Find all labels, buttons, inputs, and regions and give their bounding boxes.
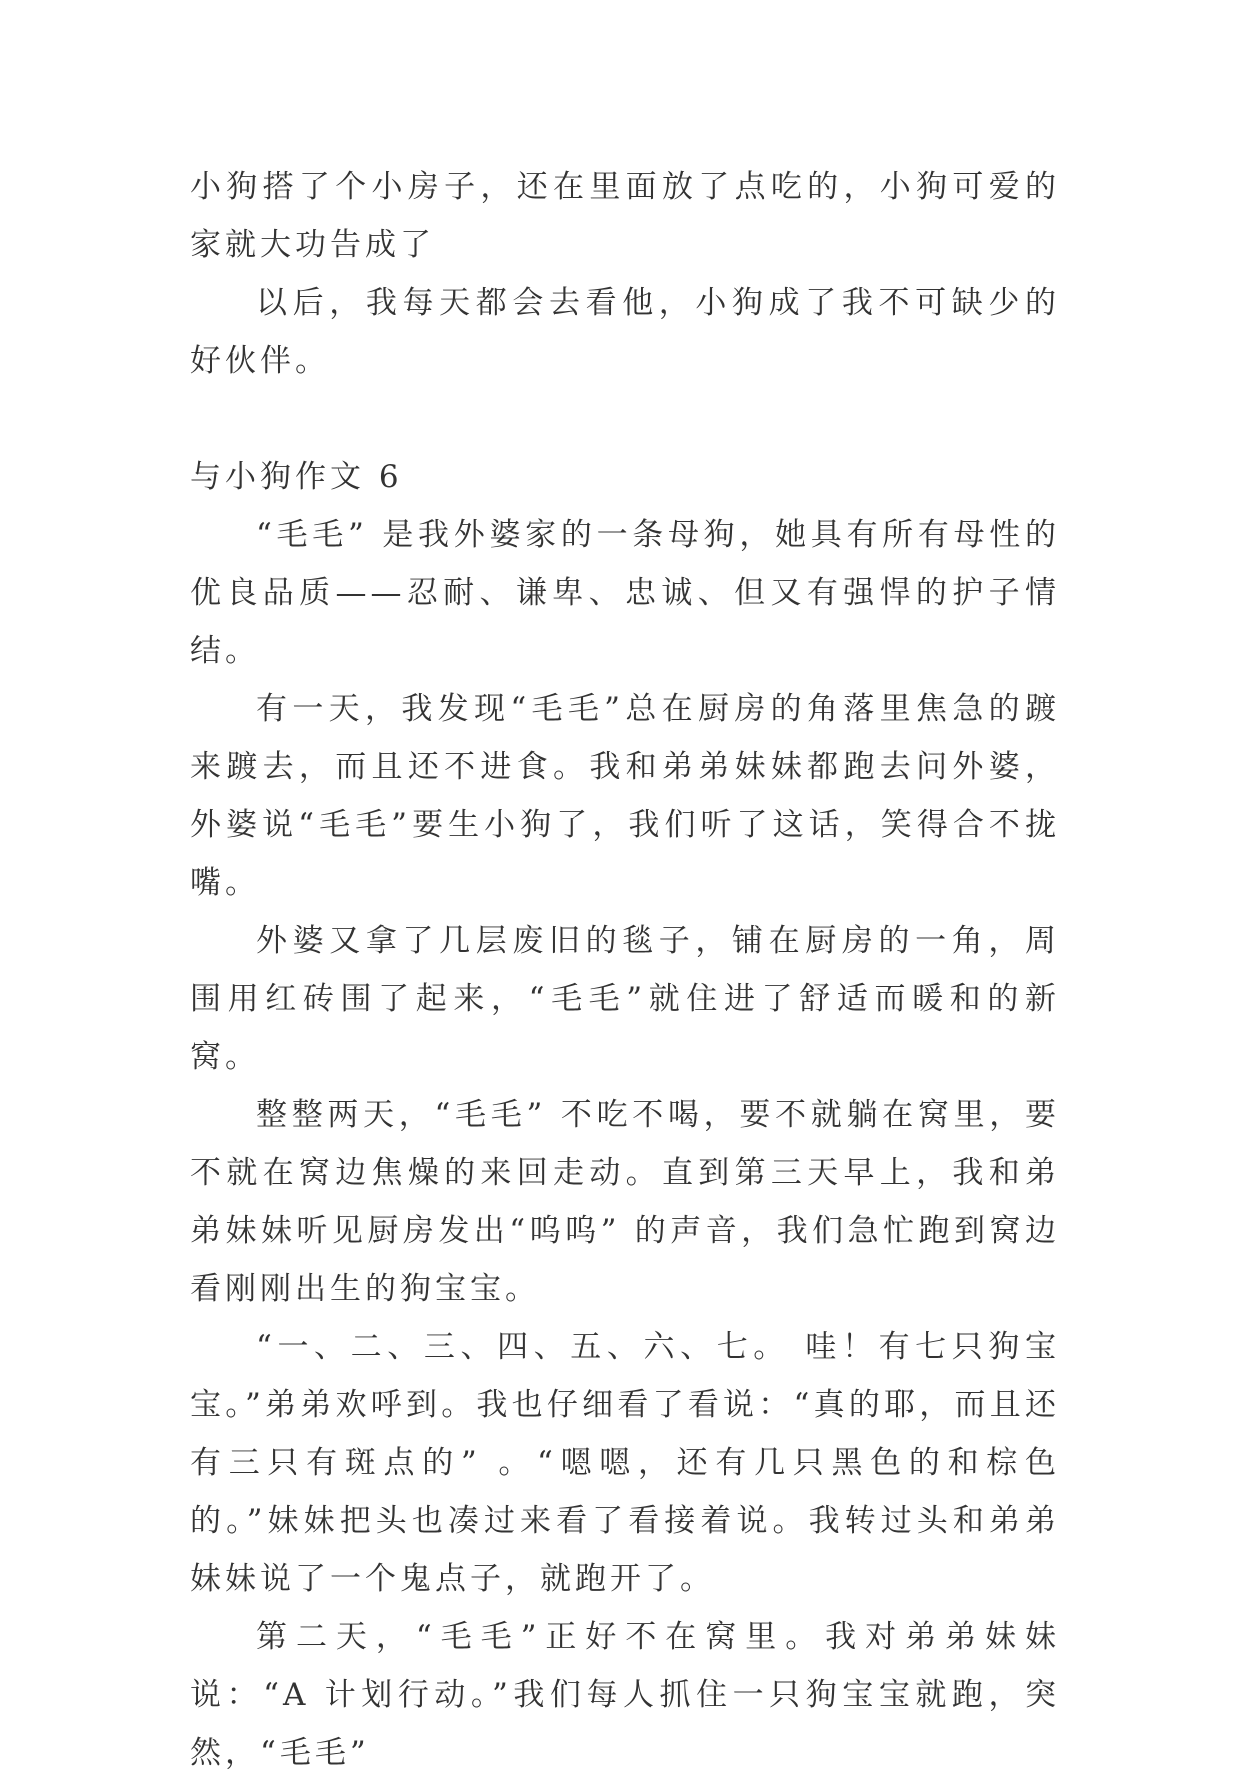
paragraph: 以后，我每天都会去看他，小狗成了我不可缺少的好伙伴。 — [190, 285, 1060, 379]
paragraph: “毛毛” 是我外婆家的一条母狗，她具有所有母性的优良品质——忍耐、谦卑、忠诚、但又有强悍的护子情结。 — [190, 517, 1060, 669]
paragraph: 整整两天，“毛毛” 不吃不喝，要不就躺在窝里，要不就在窝边焦燥的来回走动。直到第三天早上，我和弟弟妹妹听见厨房发出“呜呜” 的声音，我们急忙跑到窝边看刚刚出生的狗宝宝。 — [190, 1097, 1060, 1307]
paragraph: 第二天，“毛毛”正好不在窝里。我对弟弟妹妹说：“A 计划行动。”我们每人抓住一只狗宝宝就跑，突然，“毛毛” — [190, 1619, 1060, 1771]
document-body — [190, 158, 1060, 1782]
section-title: 与小狗作文 6 — [190, 459, 403, 495]
paragraph: 外婆又拿了几层废旧的毯子，铺在厨房的一角，周围用红砖围了起来，“毛毛”就住进了舒适而暖和的新窝。 — [190, 923, 1060, 1075]
paragraph: 小狗搭了个小房子，还在里面放了点吃的，小狗可爱的家就大功告成了 — [190, 169, 1060, 263]
paragraph: 有一天，我发现“毛毛”总在厨房的角落里焦急的踱来踱去，而且还不进食。我和弟弟妹妹都跑去问外婆，外婆说“毛毛”要生小狗了，我们听了这话，笑得合不拢嘴。 — [190, 691, 1060, 901]
paragraph: “一、二、三、四、五、六、七。 哇！有七只狗宝宝。”弟弟欢呼到。我也仔细看了看说：“真的耶，而且还有三只有斑点的” 。“嗯嗯，还有几只黑色的和棕色的。”妹妹把头也凑过来看了看接着说。我转过头和弟弟妹妹说了一个鬼点子，就跑开了。 — [190, 1329, 1060, 1597]
